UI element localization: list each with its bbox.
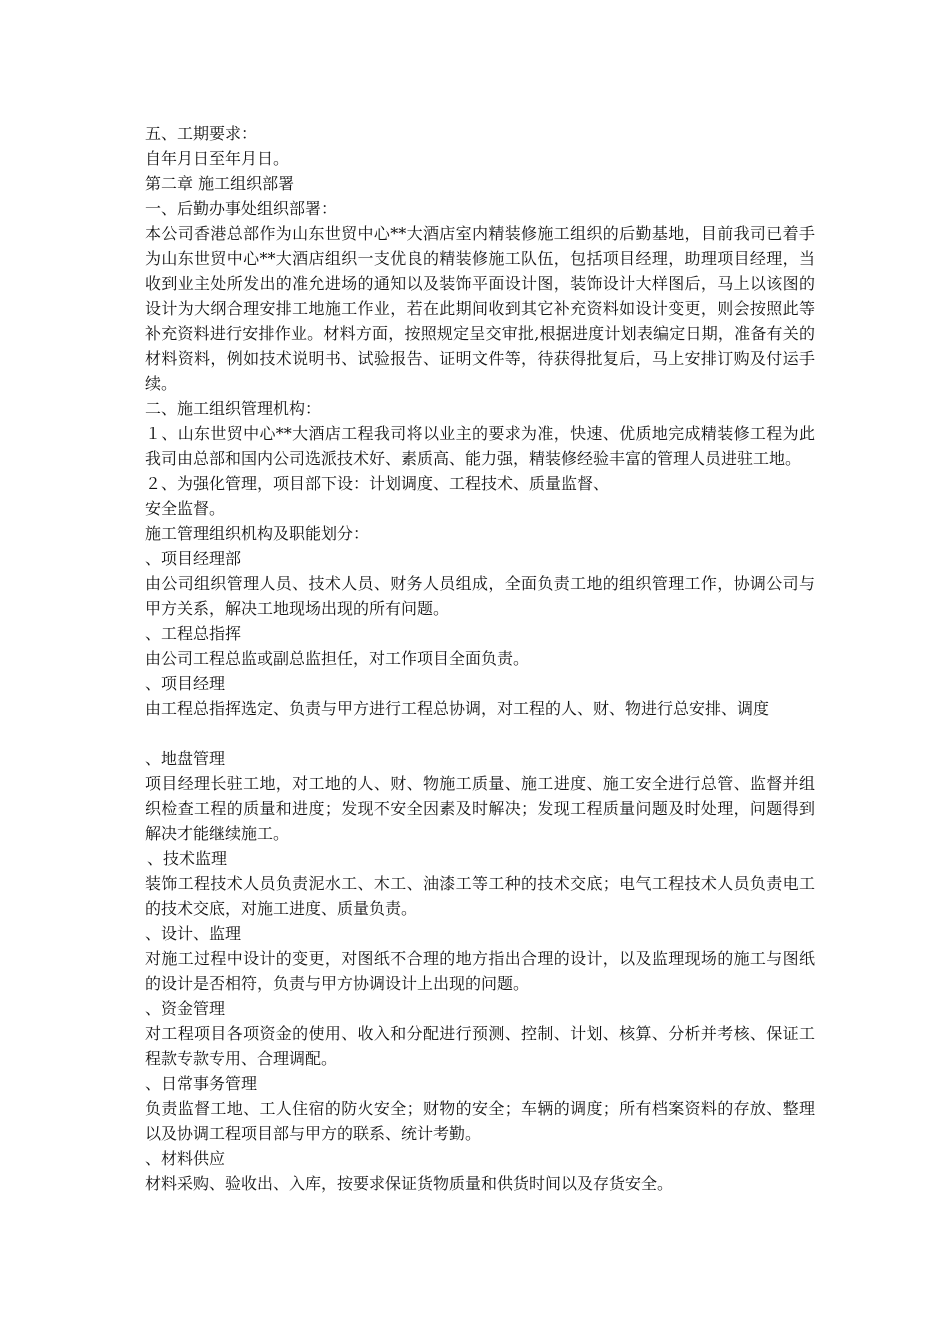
section-heading: 五、工期要求： [145,124,258,143]
body-paragraph: 负责监督工地、工人住宿的防火安全；财物的安全；车辆的调度；所有档案资料的存放、整理以及协调工程项目部与甲方的联系、统计考勤。 [145,1099,815,1143]
item-heading: 、技术监理 [147,849,228,868]
body-line: 由公司工程总监或副总监担任，对工作项目全面负责。 [145,649,530,668]
item-heading: 、项目经理 [145,674,226,693]
body-paragraph: 由公司组织管理人员、技术人员、财务人员组成，全面负责工地的组织管理工作，协调公司与甲方关系，解决工地现场出现的所有问题。 [145,574,815,618]
body-paragraph: 对施工过程中设计的变更，对图纸不合理的地方指出合理的设计，以及监理现场的施工与图纸的设计是否相符，负责与甲方协调设计上出现的问题。 [145,949,815,993]
item-heading: 、日常事务管理 [145,1074,258,1093]
body-paragraph: 装饰工程技术人员负责泥水工、木工、油漆工等工种的技术交底；电气工程技术人员负责电工的技术交底，对施工进度、质量负责。 [145,874,815,918]
chapter-heading: 第二章 施工组织部署 [145,174,295,193]
item-heading: 、材料供应 [145,1149,226,1168]
body-line: 安全监督。 [145,499,226,518]
item-heading: 、地盘管理 [145,749,226,768]
document-body [145,121,815,1196]
body-paragraph: 项目经理长驻工地，对工地的人、财、物施工质量、施工进度、施工安全进行总管、监督并组织检查工程的质量和进度；发现不安全因素及时解决；发现工程质量问题及时处理，问题得到解决才能继续施工。 [145,774,815,843]
section-heading: 一、后勤办事处组织部署： [145,199,338,218]
item-heading: 、设计、监理 [145,924,242,943]
body-paragraph: １、山东世贸中心**大酒店工程我司将以业主的要求为准，快速、优质地完成精装修工程为此我司由总部和国内公司选派技术好、素质高、能力强，精装修经验丰富的管理人员进驻工地。 [145,424,815,468]
item-heading: 、项目经理部 [145,549,242,568]
item-heading: 、工程总指挥 [145,624,242,643]
body-paragraph: 本公司香港总部作为山东世贸中心**大酒店室内精装修施工组织的后勤基地，目前我司已着手为山东世贸中心**大酒店组织一支优良的精装修施工队伍，包括项目经理，助理项目经理，当收到业主处所发出的准允进场的通知以及装饰平面设计图，装饰设计大样图后，马上以该图的设计为大纲合理安排工地施工作业，若在此期间收到其它补充资料如设计变更，则会按照此等补充资料进行安排作业。材料方面，按照规定呈交审批,根据进度计划表编定日期，准备有关的材料资料，例如技术说明书、试验报告、证明文件等，待获得批复后，马上安排订购及付运手续。 [145,224,815,393]
body-line: 自年月日至年月日。 [145,149,290,168]
section-heading: 二、施工组织管理机构： [145,399,322,418]
item-heading: 、资金管理 [145,999,226,1018]
subheading: 施工管理组织机构及职能划分： [145,524,370,543]
blank-line [145,721,815,746]
body-paragraph: 对工程项目各项资金的使用、收入和分配进行预测、控制、计划、核算、分析并考核、保证工程款专款专用、合理调配。 [145,1024,815,1068]
body-line: 材料采购、验收出、入库，按要求保证货物质量和供货时间以及存货安全。 [145,1174,674,1193]
body-line: ２、为强化管理，项目部下设：计划调度、工程技术、质量监督、 [145,474,610,493]
body-line: 由工程总指挥选定、负责与甲方进行工程总协调，对工程的人、财、物进行总安排、调度 [145,699,770,718]
